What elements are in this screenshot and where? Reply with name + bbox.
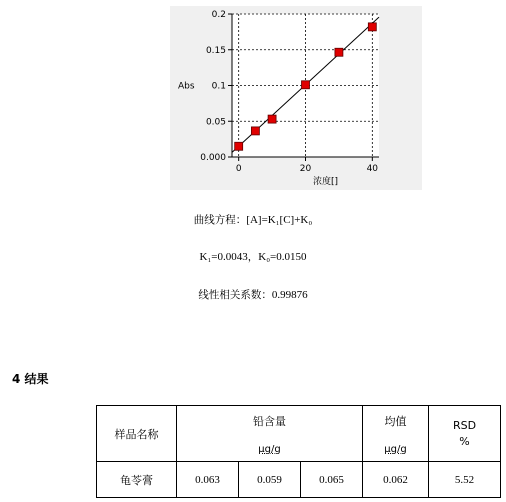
k1-value: K₁=0.0043 [199,251,248,263]
cell-lead-3: 0.065 [301,462,363,498]
x-tick-label: 20 [299,164,312,174]
curve-equation-label: 曲线方程： [193,214,247,226]
data-point [251,127,259,135]
lead-content-label: 铅含量 [253,414,286,428]
rsd-label: RSD [452,418,477,432]
results-table [96,405,501,498]
y-tick-label: 0.15 [205,45,226,56]
y-tick-label: 0.05 [205,117,226,128]
header-mean [363,406,429,462]
x-tick-label: 0 [235,164,242,174]
header-lead-content [177,406,363,462]
data-point [302,81,310,89]
cell-rsd: 5.52 [429,462,501,498]
chart-svg [170,6,422,190]
data-point [368,23,376,31]
rsd-unit: % [459,434,470,448]
lead-content-unit: μg/g [258,443,281,455]
table-row [97,462,501,498]
k0-value: K₀=0.0150 [258,251,307,263]
cell-sample-name: 龟苓膏 [97,462,177,498]
section-heading: 4 结果 [12,372,49,386]
curve-equation-formula: [A]=K₁[C]+K₀ [246,214,313,226]
data-point [335,48,343,56]
correlation-label: 线性相关系数： [198,289,272,301]
y-tick-label: 0.2 [211,10,226,20]
x-tick-label: 40 [366,164,379,174]
y-axis-title: Abs [178,81,195,92]
mean-unit: μg/g [384,443,407,455]
cell-mean: 0.062 [363,462,429,498]
coefficient-separator: ， [247,251,259,263]
table-header-row [97,406,501,462]
calibration-chart [170,6,422,190]
header-rsd [429,406,501,462]
x-axis-title: 浓度[] [312,177,339,187]
correlation-value: 0.99876 [271,289,308,301]
correlation-coefficient [0,287,506,302]
data-point [235,142,243,150]
y-tick-label: 0.1 [211,81,226,92]
cell-lead-2: 0.059 [239,462,301,498]
data-point [268,115,276,123]
curve-equation [0,212,506,227]
cell-lead-1: 0.063 [177,462,239,498]
y-tick-label: 0.000 [200,153,226,163]
mean-label: 均值 [384,414,407,428]
coefficients [0,249,506,264]
header-sample-name: 样品名称 [97,406,177,462]
